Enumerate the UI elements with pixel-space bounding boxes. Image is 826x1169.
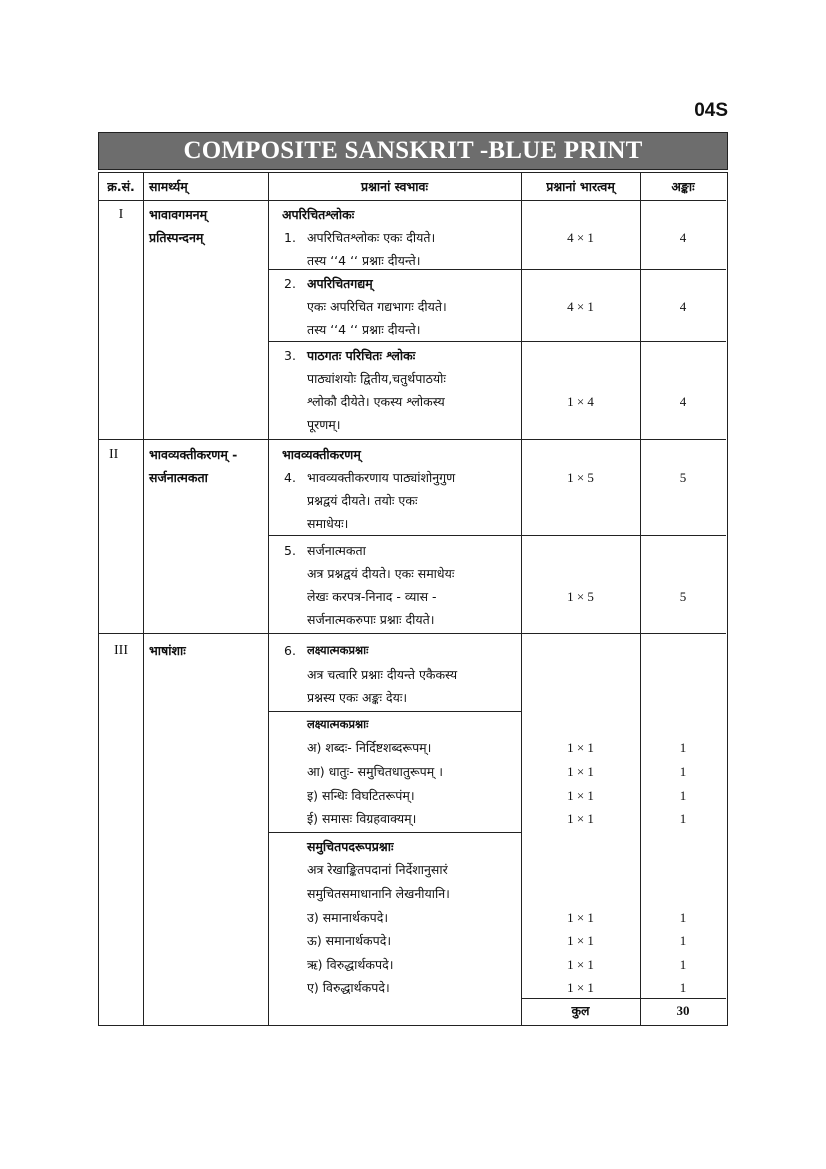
header-question-nature: प्रश्नानां स्वभावः: [360, 179, 429, 194]
question-number: 6.: [284, 643, 296, 658]
question-text: तस्य ‘‘4 ‘‘ प्रश्नाः दीयन्ते।: [307, 322, 421, 337]
ability-label: प्रतिस्पन्दनम्: [149, 230, 204, 245]
question-number: 2.: [284, 276, 296, 291]
section-heading: लक्ष्यात्मकप्रश्नाः: [307, 717, 369, 731]
page-code: 04S: [694, 100, 728, 121]
question-number: 3.: [284, 348, 296, 363]
question-marks: 1: [679, 764, 687, 779]
question-marks: 1: [679, 788, 687, 803]
row-divider: [99, 200, 726, 201]
question-number: 4.: [284, 470, 296, 485]
question-text: अत्र रेखाङ्कितपदानां निर्देशानुसारं: [307, 862, 448, 877]
question-weight: 1 × 1: [567, 811, 594, 826]
question-text: भावव्यक्तीकरणाय पाठ्यांशोनुगुण: [307, 470, 456, 485]
question-weight: 1 × 4: [567, 394, 594, 409]
ability-label: भावव्यक्तीकरणम् -: [149, 447, 238, 462]
row-number: III: [114, 643, 128, 658]
question-marks: 1: [679, 740, 687, 755]
question-weight: 1 × 5: [567, 589, 594, 604]
ability-label: भावावगमनम्: [149, 207, 208, 222]
list-item: ए) विरुद्धार्थकपदे।: [307, 980, 390, 995]
question-marks: 5: [679, 470, 687, 485]
question-text: लेखः करपत्र-निनाद - व्यास -: [307, 589, 437, 604]
header-weight: प्रश्नानां भारत्वम्: [546, 179, 615, 194]
question-text: तस्य ‘‘4 ‘‘ प्रश्नाः दीयन्ते।: [307, 253, 421, 268]
section-heading: समुचितपदरूपप्रश्नाः: [307, 839, 394, 854]
question-weight: 1 × 1: [567, 740, 594, 755]
question-weight: 1 × 1: [567, 764, 594, 779]
question-text: समाधेयः।: [307, 516, 349, 531]
list-item: अ) शब्दः- निर्दिष्टशब्दरूपम्।: [307, 740, 432, 755]
header-marks: अङ्काः: [671, 179, 695, 194]
row-number: I: [118, 207, 124, 222]
header-serial: क्र.सं.: [107, 179, 135, 194]
question-text: प्रश्नस्य एकः अङ्कः देयः।: [307, 690, 408, 705]
list-item: उ) समानार्थकपदे।: [307, 910, 389, 925]
blueprint-table: [98, 172, 728, 1026]
row-divider: [99, 633, 726, 634]
total-marks: 30: [676, 1003, 690, 1018]
row-number: II: [109, 447, 119, 462]
question-text: सर्जनात्मकता: [307, 543, 366, 558]
col-divider: [143, 173, 144, 1025]
row-divider: [99, 439, 726, 440]
question-marks: 1: [679, 933, 687, 948]
question-weight: 4 × 1: [567, 230, 594, 245]
row-divider: [268, 832, 521, 833]
ability-label: भाषांशाः: [149, 643, 186, 658]
question-text: पाठ्यांशयोः द्वितीय,चतुर्थपाठयोः: [307, 371, 446, 386]
section-heading: लक्ष्यात्मकप्रश्नाः: [307, 643, 369, 657]
question-weight: 1 × 5: [567, 470, 594, 485]
question-marks: 1: [679, 980, 687, 995]
list-item: आ) धातुः- समुचितधातुरूपम् ।: [307, 764, 443, 779]
header-ability: सामर्थ्यम्: [149, 179, 188, 194]
col-divider: [268, 173, 269, 1025]
ability-label: सर्जनात्मकता: [149, 470, 208, 485]
section-heading: भावव्यक्तीकरणम्: [282, 447, 361, 462]
list-item: इ) सन्धिः विघटितरूपंम्।: [307, 788, 415, 803]
question-weight: 1 × 1: [567, 788, 594, 803]
question-text: एकः अपरिचित गद्यभागः दीयते।: [307, 299, 447, 314]
total-label: कुल: [571, 1003, 590, 1018]
question-marks: 4: [679, 394, 687, 409]
list-item: ऊ) समानार्थकपदे।: [307, 933, 392, 948]
question-text: श्लोकौ दीयेते। एकस्य श्लोकस्य: [307, 394, 445, 409]
question-number: 5.: [284, 543, 296, 558]
section-heading: पाठगतः परिचितः श्लोकः: [307, 348, 416, 363]
question-weight: 4 × 1: [567, 299, 594, 314]
question-text: अत्र चत्वारि प्रश्नाः दीयन्ते एकैकस्य: [307, 667, 458, 682]
question-text: अपरिचितश्लोकः एकः दीयते।: [307, 230, 436, 245]
section-heading: अपरिचितश्लोकः: [282, 207, 355, 222]
question-weight: 1 × 1: [567, 957, 594, 972]
question-text: प्रश्नद्वयं दीयते। तयोः एकः: [307, 493, 418, 508]
question-weight: 1 × 1: [567, 910, 594, 925]
question-weight: 1 × 1: [567, 980, 594, 995]
list-item: ई) समासः विग्रहवाक्यम्।: [307, 811, 417, 826]
question-text: अत्र प्रश्नद्वयं दीयते। एकः समाधेयः: [307, 566, 455, 581]
page-title: COMPOSITE SANSKRIT -BLUE PRINT: [98, 132, 728, 170]
question-text: सर्जनात्मकरुपाः प्रश्नाः दीयते।: [307, 612, 435, 627]
question-marks: 5: [679, 589, 687, 604]
question-weight: 1 × 1: [567, 933, 594, 948]
question-marks: 1: [679, 910, 687, 925]
question-marks: 1: [679, 957, 687, 972]
question-text: समुचितसमाधानानि लेखनीयानि।: [307, 886, 450, 901]
row-divider: [268, 711, 521, 712]
section-heading: अपरिचितगद्यम्: [307, 276, 373, 291]
list-item: ऋ) विरुद्धार्थकपदे।: [307, 957, 394, 972]
question-marks: 4: [679, 299, 687, 314]
question-marks: 4: [679, 230, 687, 245]
question-number: 1.: [284, 230, 296, 245]
question-text: पूरणम्।: [307, 417, 341, 432]
question-marks: 1: [679, 811, 687, 826]
